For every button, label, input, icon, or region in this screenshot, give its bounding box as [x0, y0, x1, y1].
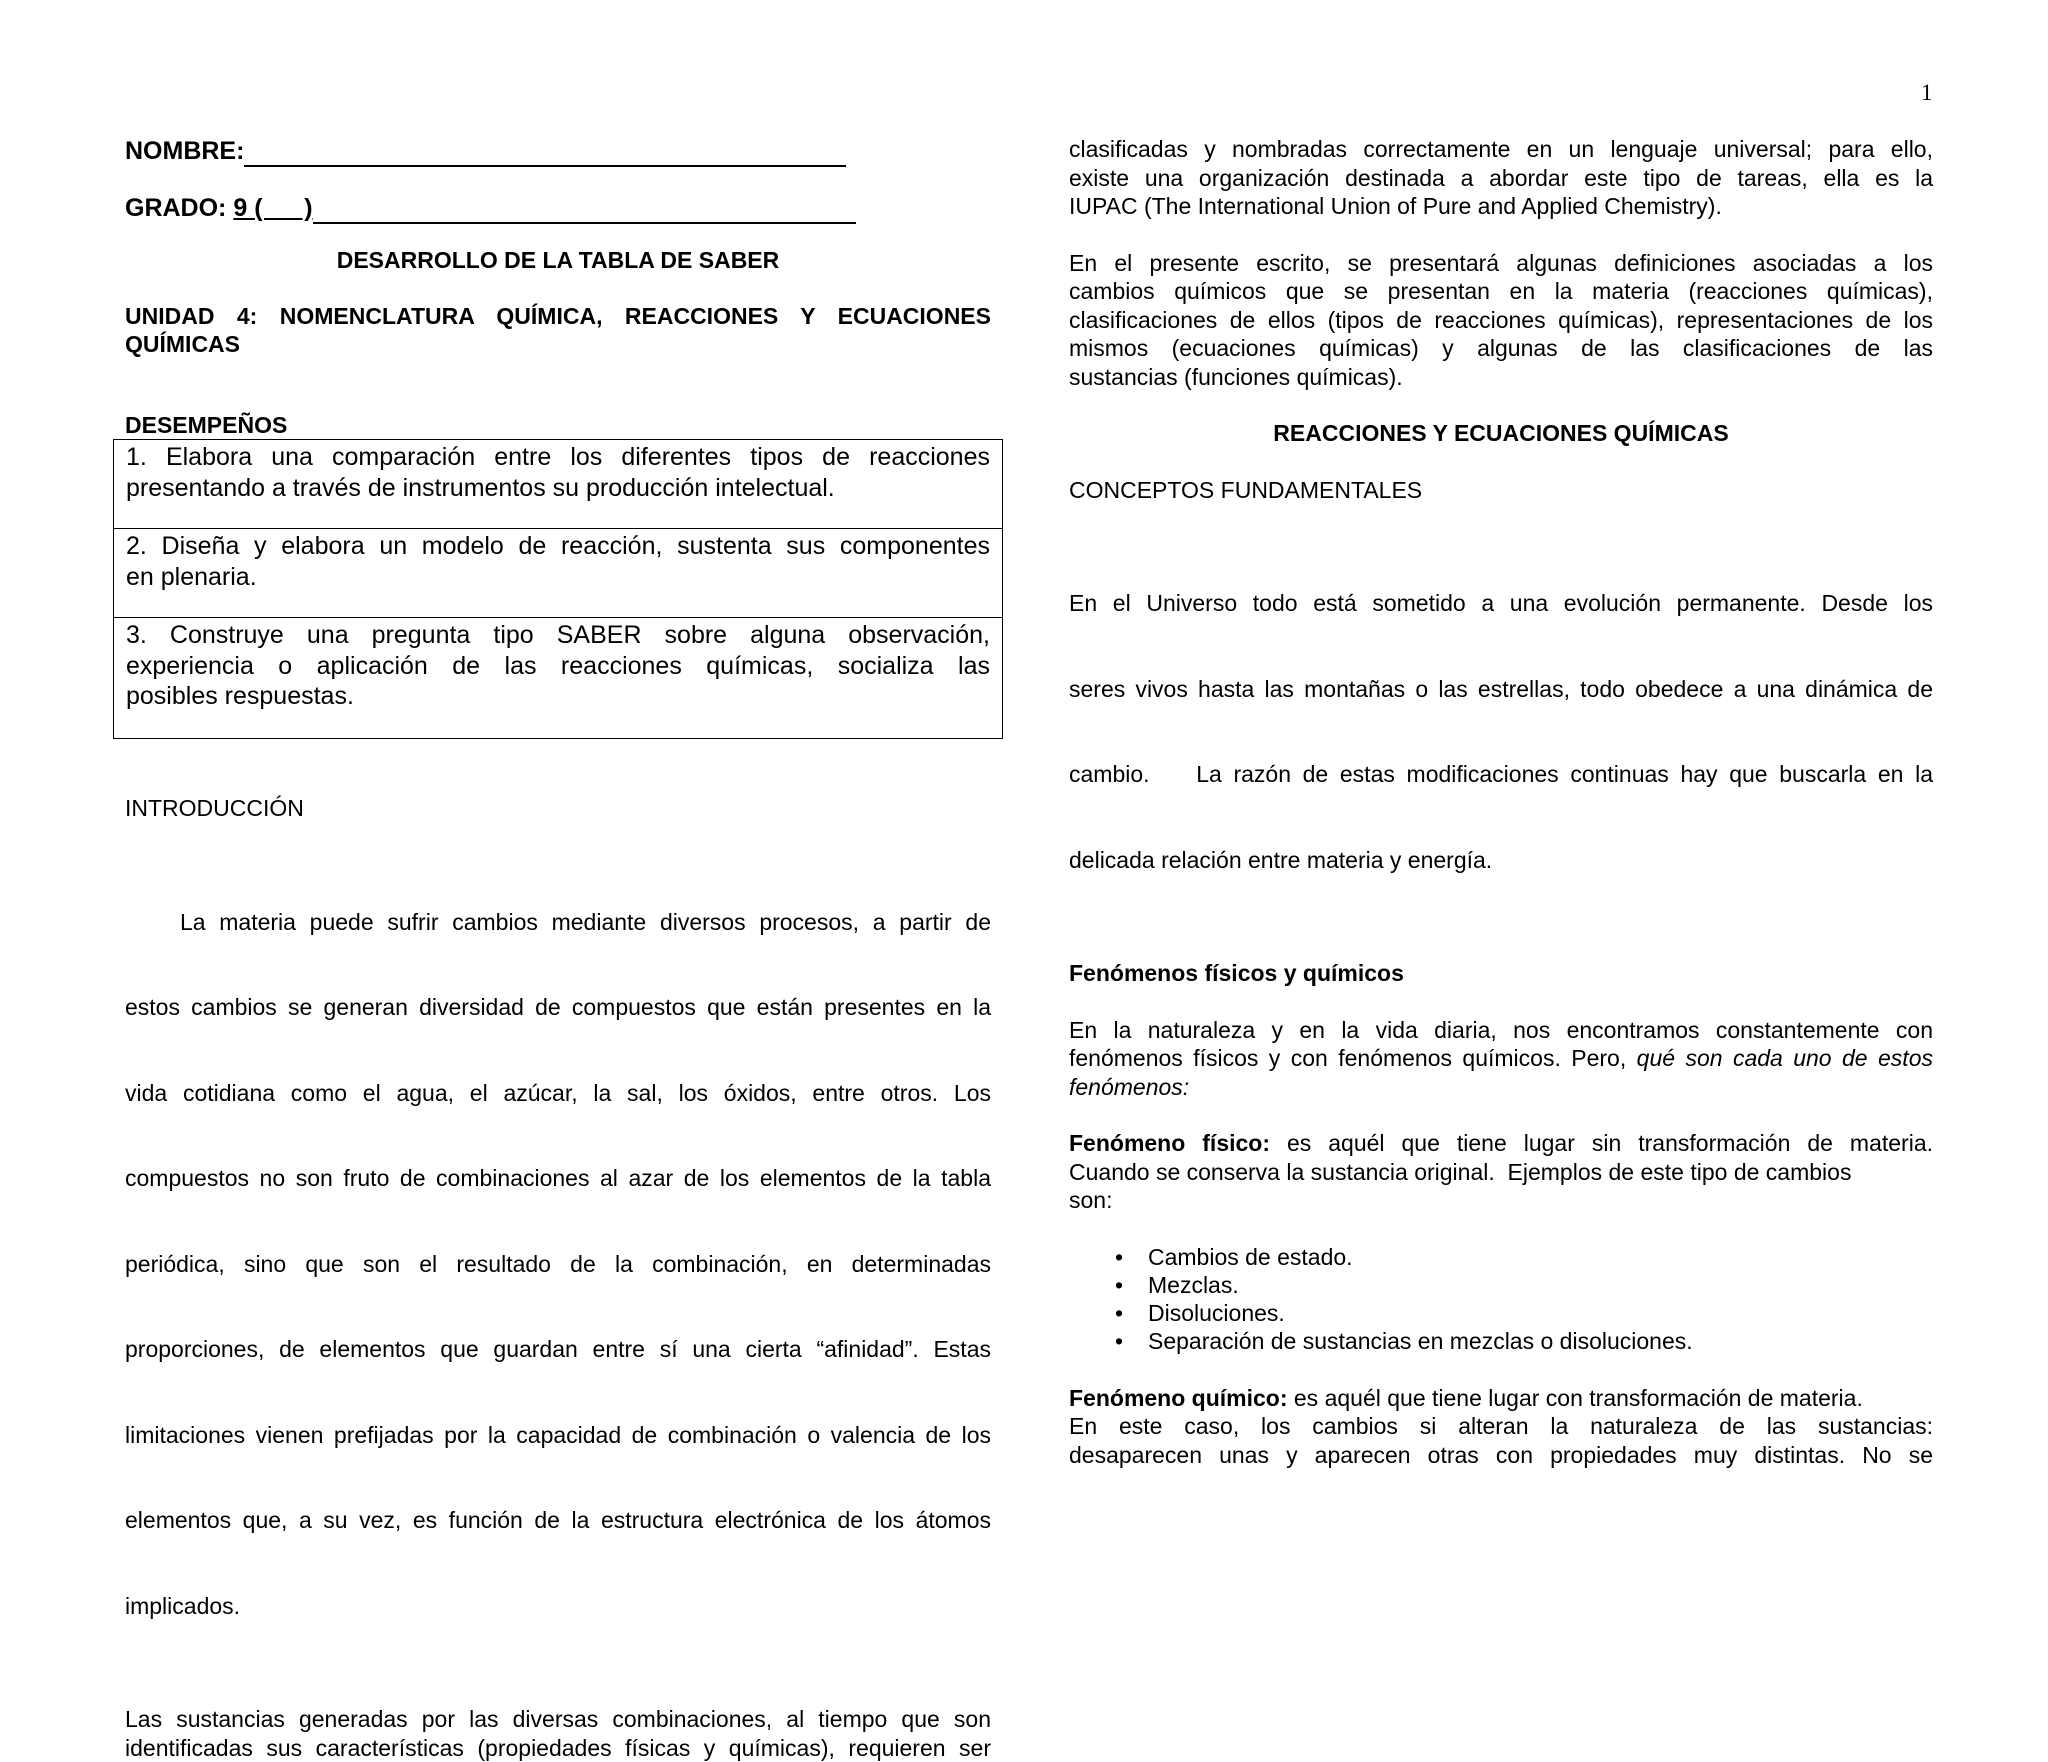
- conceptos-heading: CONCEPTOS FUNDAMENTALES: [1069, 476, 1933, 505]
- paragraph-line: Cuando se conserva la sustancia original. Ejemplos de este tipo de cambios: [1069, 1158, 1933, 1187]
- grado-field: [125, 192, 991, 224]
- paragraph-line: clasificaciones de ellos (tipos de reacciones químicas), representaciones de los: [1069, 306, 1933, 335]
- paragraph-line: cambios químicos que se presentan en la materia (reacciones químicas),: [1069, 277, 1933, 306]
- paragraph-line: IUPAC (The International Union of Pure and Applied Chemistry).: [1069, 192, 1933, 221]
- desempeno-line: 3. Construye una pregunta tipo SABER sobre alguna observación,: [126, 620, 990, 651]
- paragraph-line: Las sustancias generadas por las diversas combinaciones, al tiempo que son: [125, 1705, 991, 1734]
- unidad-line: UNIDAD 4: NOMENCLATURA QUÍMICA, REACCIONES Y ECUACIONES: [125, 302, 991, 331]
- list-item-label: Disoluciones.: [1148, 1300, 1285, 1326]
- desempeno-cell: [114, 529, 1003, 618]
- paragraph-line: vida cotidiana como el agua, el azúcar, la sal, los óxidos, entre otros. Los: [125, 1079, 991, 1108]
- intro-heading: INTRODUCCIÓN: [125, 794, 991, 823]
- desempeno-row: [114, 618, 1003, 739]
- plain-text: es aquél que tiene lugar sin transformación de materia.: [1270, 1130, 1933, 1156]
- bullet-icon: •: [1115, 1271, 1123, 1299]
- paragraph-line: existe una organización destinada a abordar este tipo de tareas, ella es la: [1069, 164, 1933, 193]
- paragraph-line: En la naturaleza y en la vida diaria, nos encontramos constantemente con: [1069, 1016, 1933, 1045]
- paragraph-line: compuestos no son fruto de combinaciones al azar de los elementos de la tabla: [125, 1164, 991, 1193]
- italic-question: qué son cada uno de estos: [1637, 1045, 1933, 1071]
- examples-list: [1069, 1243, 1933, 1355]
- desempeno-row: [114, 529, 1003, 618]
- paragraph-line: delicada relación entre materia y energía.: [1069, 846, 1933, 875]
- paragraph-line: [1069, 1044, 1933, 1073]
- paragraph-line: [1069, 1384, 1933, 1413]
- nombre-field: [125, 135, 991, 167]
- desempeno-cell: [114, 440, 1003, 529]
- intro-paragraph: [125, 851, 991, 1678]
- paragraph-line: desaparecen unas y aparecen otras con propiedades muy distintas. No se: [1069, 1441, 1933, 1470]
- section-title: REACCIONES Y ECUACIONES QUÍMICAS: [1069, 419, 1933, 448]
- paragraph-line: proporciones, de elementos que guardan entre sí una cierta “afinidad”. Estas: [125, 1335, 991, 1364]
- paragraph-line: implicados.: [125, 1592, 991, 1621]
- bullet-icon: •: [1115, 1327, 1123, 1355]
- paragraph-line: En el Universo todo está sometido a una evolución permanente. Desde los: [1069, 589, 1933, 618]
- grado-value: 9 ( ): [233, 194, 312, 222]
- paragraph-line: mismos (ecuaciones químicas) y algunas de las clasificaciones de las: [1069, 334, 1933, 363]
- paragraph-line: sustancias (funciones químicas).: [1069, 363, 1933, 392]
- list-item: [1069, 1271, 1933, 1299]
- grado-label: GRADO:: [125, 194, 226, 222]
- continuation-paragraph: [1069, 135, 1933, 221]
- paragraph-line: [1069, 1129, 1933, 1158]
- sustancias-paragraph: [125, 1705, 991, 1762]
- desempeno-line: experiencia o aplicación de las reacciones químicas, socializa las: [126, 651, 990, 682]
- fenomeno-quimico-paragraph: [1069, 1384, 1933, 1470]
- paragraph-line: clasificadas y nombradas correctamente en un lenguaje universal; para ello,: [1069, 135, 1933, 164]
- unidad-heading: [125, 302, 991, 359]
- nombre-blank-line[interactable]: [244, 139, 846, 167]
- list-item-label: Cambios de estado.: [1148, 1244, 1353, 1270]
- list-item-label: Separación de sustancias en mezclas o disoluciones.: [1148, 1328, 1693, 1354]
- paragraph-line: periódica, sino que son el resultado de la combinación, en determinadas: [125, 1250, 991, 1279]
- fenomenos-heading: Fenómenos físicos y químicos: [1069, 959, 1933, 988]
- desempeno-row: [114, 440, 1003, 529]
- presente-paragraph: [1069, 249, 1933, 392]
- fisico-label: Fenómeno físico:: [1069, 1130, 1270, 1156]
- desempenos-heading: DESEMPEÑOS: [125, 411, 991, 440]
- desempeno-cell: [114, 618, 1003, 739]
- bullet-icon: •: [1115, 1299, 1123, 1327]
- paragraph-line: seres vivos hasta las montañas o las estrellas, todo obedece a una dinámica de: [1069, 675, 1933, 704]
- desempeno-line: en plenaria.: [126, 562, 990, 593]
- plain-text: es aquél que tiene lugar con transformación de materia.: [1288, 1385, 1863, 1411]
- desempeno-line: 1. Elabora una comparación entre los diferentes tipos de reacciones: [126, 442, 990, 473]
- paragraph-line: La materia puede sufrir cambios mediante diversos procesos, a partir de: [125, 908, 991, 937]
- paragraph-line: limitaciones vienen prefijadas por la capacidad de combinación o valencia de los: [125, 1421, 991, 1450]
- nombre-label: NOMBRE:: [125, 137, 244, 165]
- quimico-label: Fenómeno químico:: [1069, 1385, 1288, 1411]
- bullet-icon: •: [1115, 1243, 1123, 1271]
- grado-blank-line[interactable]: [313, 196, 856, 224]
- fenomeno-fisico-paragraph: [1069, 1129, 1933, 1215]
- page-number: 1: [1921, 80, 1933, 106]
- list-item: [1069, 1243, 1933, 1271]
- desempeno-line: 2. Diseña y elabora un modelo de reacción, sustenta sus componentes: [126, 531, 990, 562]
- desempeno-line: presentando a través de instrumentos su producción intelectual.: [126, 473, 990, 504]
- naturaleza-paragraph: [1069, 1016, 1933, 1102]
- desempeno-line: posibles respuestas.: [126, 681, 990, 712]
- right-column: [1069, 135, 1933, 1469]
- left-column: [125, 135, 991, 1762]
- unidad-line: QUÍMICAS: [125, 330, 991, 359]
- paragraph-line: fenómenos:: [1069, 1073, 1933, 1102]
- plain-text: fenómenos físicos y con fenómenos químicos. Pero,: [1069, 1045, 1637, 1071]
- paragraph-line: elementos que, a su vez, es función de la estructura electrónica de los átomos: [125, 1506, 991, 1535]
- paragraph-line: cambio. La razón de estas modificaciones continuas hay que buscarla en la: [1069, 760, 1933, 789]
- paragraph-line: identificadas sus características (propiedades físicas y químicas), requieren ser: [125, 1734, 991, 1762]
- document-title: DESARROLLO DE LA TABLA DE SABER: [125, 246, 991, 275]
- paragraph-line: son:: [1069, 1186, 1933, 1215]
- list-item-label: Mezclas.: [1148, 1272, 1239, 1298]
- paragraph-line: En el presente escrito, se presentará algunas definiciones asociadas a los: [1069, 249, 1933, 278]
- paragraph-line: estos cambios se generan diversidad de compuestos que están presentes en la: [125, 993, 991, 1022]
- desempenos-table: [113, 439, 1003, 739]
- paragraph-line: En este caso, los cambios si alteran la naturaleza de las sustancias:: [1069, 1412, 1933, 1441]
- universo-paragraph: [1069, 532, 1933, 931]
- list-item: [1069, 1327, 1933, 1355]
- list-item: [1069, 1299, 1933, 1327]
